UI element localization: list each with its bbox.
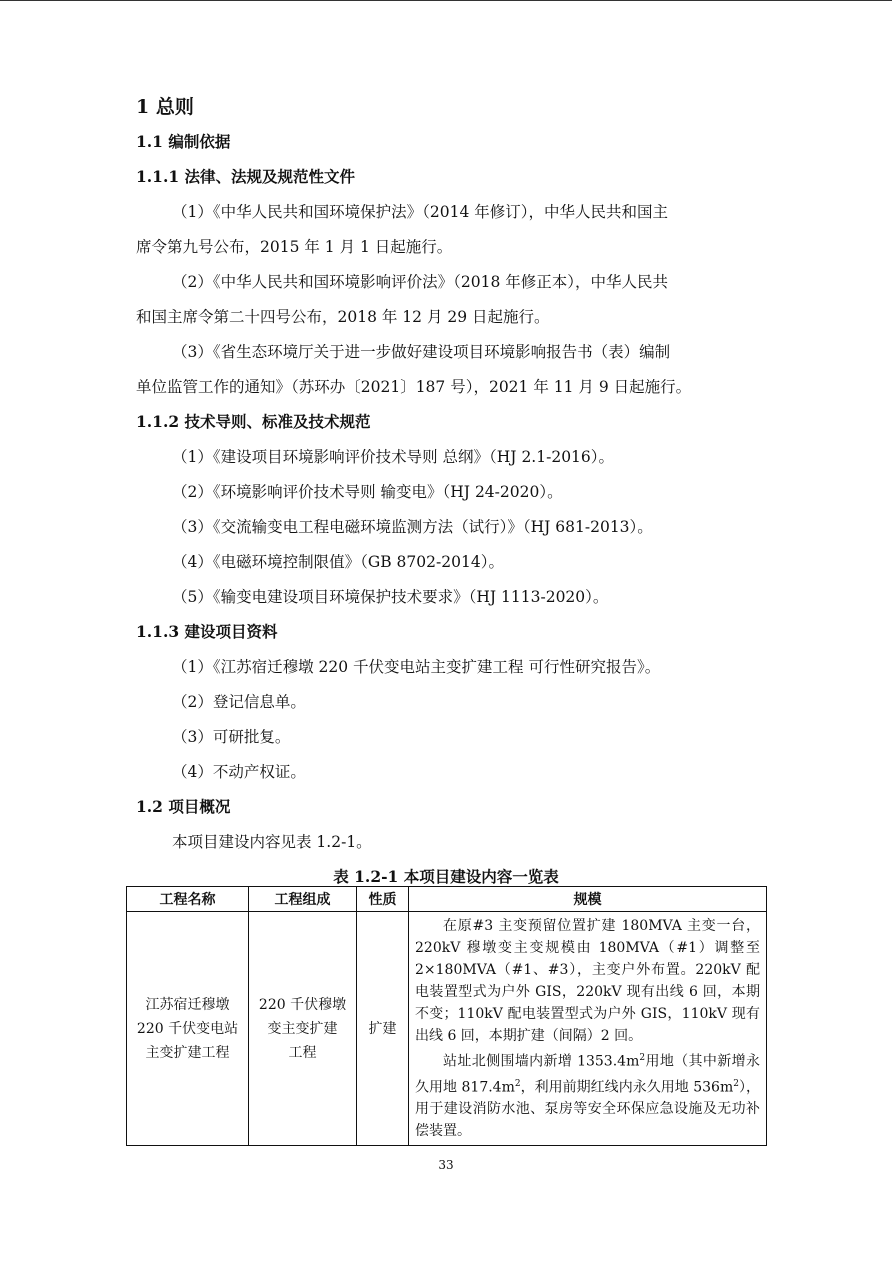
law-item-1-line2: 席令第九号公布，2015 年 1 月 1 日起施行。: [136, 238, 453, 256]
standard-item: （3）《交流输变电工程电磁环境监测方法（试行）》（HJ 681-2013）。: [172, 518, 653, 536]
project-content-table: [126, 886, 767, 1146]
law-item-2-line1: （2）《中华人民共和国环境影响评价法》（2018 年修正本），中华人民共: [172, 273, 668, 291]
standard-item: （5）《输变电建设项目环境保护技术要求》（HJ 1113-2020）。: [172, 588, 609, 606]
section-heading-1-2: 1.2 项目概况: [136, 797, 231, 816]
subsection-heading-1-1-3: 1.1.3 建设项目资料: [136, 622, 278, 641]
subsection-heading-1-1-1: 1.1.1 法律、法规及规范性文件: [136, 167, 356, 186]
table-header-row: [127, 887, 767, 912]
law-item-3-line1: （3）《省生态环境厅关于进一步做好建设项目环境影响报告书（表）编制: [172, 343, 671, 361]
component-line: 工程: [288, 1044, 317, 1061]
component-line: 变主变扩建: [267, 1020, 338, 1037]
header-project-name: 工程名称: [127, 887, 249, 912]
section-heading-1-1: 1.1 编制依据: [136, 132, 231, 151]
law-item-2-line2: 和国主席令第二十四号公布，2018 年 12 月 29 日起施行。: [136, 308, 550, 326]
standard-item: （2）《环境影响评价技术导则 输变电》（HJ 24-2020）。: [172, 483, 563, 501]
law-item-1-line1: （1）《中华人民共和国环境保护法》（2014 年修订），中华人民共和国主: [172, 203, 668, 221]
project-name-line: 江苏宿迁穆墩: [145, 996, 230, 1013]
header-nature: 性质: [357, 887, 409, 912]
component-line: 220 千伏穆墩: [258, 996, 347, 1013]
project-name-line: 220 千伏变电站: [136, 1020, 239, 1037]
cell-nature: 扩建: [357, 912, 409, 1146]
header-project-component: 工程组成: [249, 887, 357, 912]
subsection-heading-1-1-2: 1.1.2 技术导则、标准及技术规范: [136, 412, 371, 431]
material-item: （1）《江苏宿迁穆墩 220 千伏变电站主变扩建工程 可行性研究报告》。: [172, 658, 661, 676]
material-item: （3）可研批复。: [172, 728, 291, 746]
chapter-heading: 1 总则: [136, 96, 194, 118]
standard-item: （4）《电磁环境控制限值》（GB 8702-2014）。: [172, 553, 504, 571]
law-item-3-line2: 单位监管工作的通知》（苏环办〔2021〕187 号），2021 年 11 月 9 日起施行。: [136, 378, 692, 396]
header-scale: 规模: [409, 887, 767, 912]
table-row: [127, 912, 767, 1146]
project-name-line: 主变扩建工程: [145, 1044, 230, 1061]
top-border-line: [0, 0, 892, 1]
scale-paragraph-2: 站址北侧围墙内新增 $1353.4m^2$用地（其中新增永久用地 $817.4m^2$，利用前期红线内永久用地 $536m^2$），用于建设消防水池、泵房等安全环保应急设施及无功补偿装置。: [415, 1053, 761, 1140]
overview-text: 本项目建设内容见表 1.2-1。: [172, 833, 372, 851]
scale-paragraph-1: 在原#3 主变预留位置扩建 180MVA 主变一台，220kV 穆墩变主变规模由 180MVA（#1）调整至 2×180MVA（#1、#3），主变户外布置。220kV 配电装置型式为户外 GIS，220kV 现有出线 6 回，本期不变；110kV 配电装置型式为户外 GIS，110kV 现有出线 6 回，本期扩建（间隔）2 回。: [415, 918, 760, 1044]
table-caption: 表 1.2-1 本项目建设内容一览表: [333, 867, 559, 886]
standard-item: （1）《建设项目环境影响评价技术导则 总纲》（HJ 2.1-2016）。: [172, 448, 615, 466]
cell-scale: [409, 912, 767, 1146]
page-number: 33: [438, 1158, 454, 1172]
cell-project-component: [249, 912, 357, 1146]
material-item: （2）登记信息单。: [172, 693, 306, 711]
material-item: （4）不动产权证。: [172, 763, 306, 781]
cell-project-name: [127, 912, 249, 1146]
